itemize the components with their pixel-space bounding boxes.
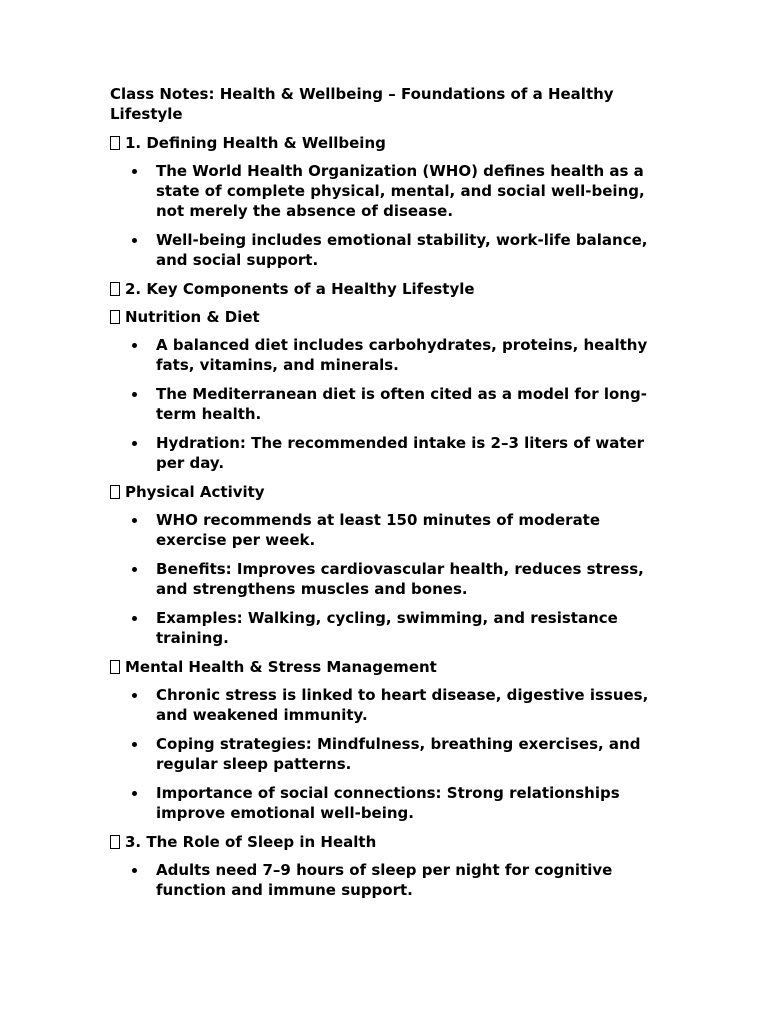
document-body	[110, 84, 670, 909]
list-item: WHO recommends at least 150 minutes of moderate exercise per week.	[110, 510, 670, 550]
bullet-list	[110, 685, 670, 823]
section-heading-key-components	[110, 279, 670, 299]
list-item: The Mediterranean diet is often cited as a model for long-term health.	[110, 384, 670, 424]
bullet-list	[110, 335, 670, 473]
section-heading-mental-health	[110, 657, 670, 677]
section-heading-text: 3. The Role of Sleep in Health	[125, 833, 377, 851]
section-heading-nutrition	[110, 307, 670, 327]
list-item: Hydration: The recommended intake is 2–3 liters of water per day.	[110, 433, 670, 473]
list-item: Well-being includes emotional stability, work-life balance, and social support.	[110, 230, 670, 270]
section-heading-text: 2. Key Components of a Healthy Lifestyle	[125, 280, 475, 298]
section-heading-physical-activity	[110, 482, 670, 502]
list-item: Adults need 7–9 hours of sleep per night for cognitive function and immune support.	[110, 860, 670, 900]
list-item: Examples: Walking, cycling, swimming, and resistance training.	[110, 608, 670, 648]
bullet-list	[110, 860, 670, 900]
list-item: A balanced diet includes carbohydrates, proteins, healthy fats, vitamins, and minerals.	[110, 335, 670, 375]
bullet-list	[110, 161, 670, 270]
list-item: Coping strategies: Mindfulness, breathing exercises, and regular sleep patterns.	[110, 734, 670, 774]
section-heading-text: Physical Activity	[125, 483, 265, 501]
missing-glyph-icon	[110, 660, 120, 674]
missing-glyph-icon	[110, 282, 120, 296]
list-item: The World Health Organization (WHO) defines health as a state of complete physical, mental, and social well-being, not merely the absence of disease.	[110, 161, 670, 221]
section-heading-text: Nutrition & Diet	[125, 308, 260, 326]
missing-glyph-icon	[110, 136, 120, 150]
missing-glyph-icon	[110, 485, 120, 499]
missing-glyph-icon	[110, 835, 120, 849]
document-title: Class Notes: Health & Wellbeing – Foundations of a Healthy Lifestyle	[110, 85, 614, 123]
list-item: Importance of social connections: Strong relationships improve emotional well-being.	[110, 783, 670, 823]
bullet-list	[110, 510, 670, 648]
list-item: Chronic stress is linked to heart disease, digestive issues, and weakened immunity.	[110, 685, 670, 725]
missing-glyph-icon	[110, 310, 120, 324]
section-heading-text: 1. Defining Health & Wellbeing	[125, 134, 386, 152]
section-heading-text: Mental Health & Stress Management	[125, 658, 437, 676]
list-item: Benefits: Improves cardiovascular health, reduces stress, and strengthens muscles and bones.	[110, 559, 670, 599]
section-heading-defining-health	[110, 133, 670, 153]
section-heading-sleep	[110, 832, 670, 852]
